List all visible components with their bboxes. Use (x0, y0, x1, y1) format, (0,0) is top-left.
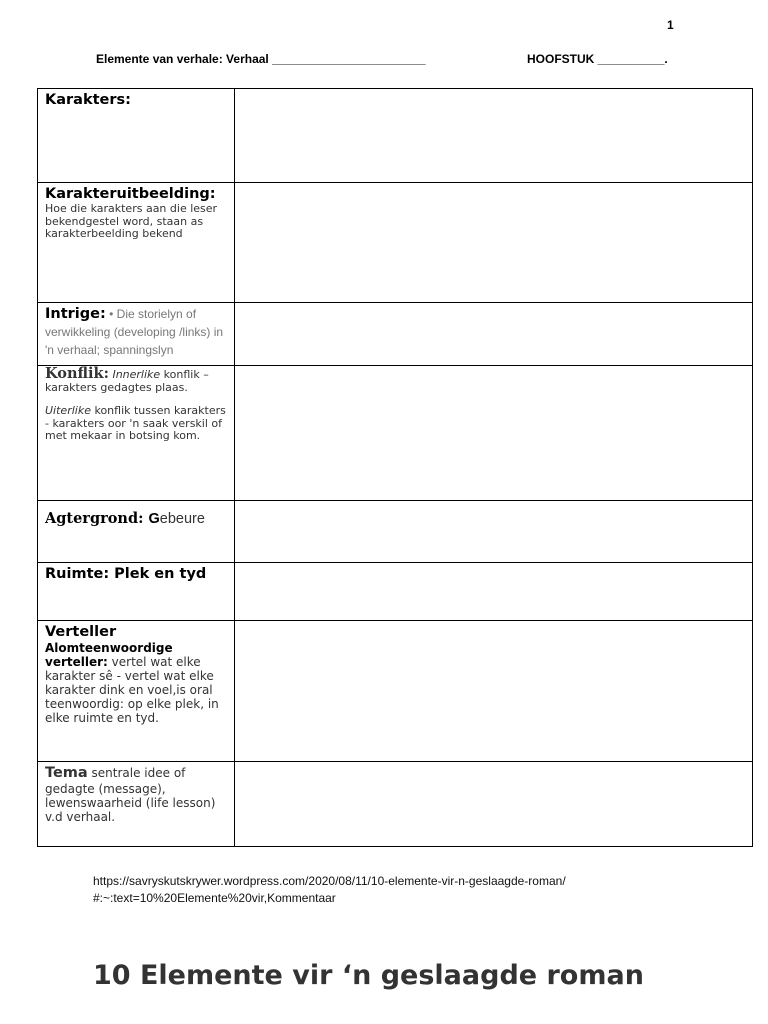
verteller-description (45, 641, 227, 725)
intrige-content (45, 305, 227, 364)
story-elements-table (37, 88, 753, 847)
tema-title: Tema (45, 765, 88, 781)
innerlike-text: Innerlike (112, 368, 161, 381)
answer-cell-karakteruitbeelding[interactable] (235, 183, 753, 303)
page-number: 1 (667, 18, 674, 32)
agtergrond-first-letter: G (148, 511, 160, 527)
ruimte-title: Ruimte: Plek en tyd (45, 566, 207, 582)
story-field-label: Elemente van verhale: Verhaal _______________________ (96, 52, 426, 66)
label-cell-ruimte (38, 563, 235, 621)
answer-cell-tema[interactable] (235, 762, 753, 847)
agtergrond-content (45, 503, 227, 528)
answer-cell-karakters[interactable] (235, 89, 753, 183)
agtergrond-title: Agtergrond: (45, 510, 149, 527)
agtergrond-rest: ebeure (159, 511, 205, 527)
label-cell-intrige (38, 303, 235, 366)
table-row-ruimte (38, 563, 753, 621)
innerlike-rest: konflik – karakters gedagtes plaas. (45, 368, 209, 394)
intrige-description: • Die storielyn of verwikkeling (developing /links) in 'n verhaal; spanningslyn (45, 307, 224, 357)
label-cell-agtergrond (38, 501, 235, 563)
verteller-title: Verteller (45, 624, 117, 640)
table-row-karakteruitbeelding (38, 183, 753, 303)
label-cell-tema (38, 762, 235, 847)
verteller-rest: vertel wat elke karakter sê - vertel wat elke karakter dink en voel,is oral teenwoordig: op elke plek, in elke ruimte en tyd. (45, 655, 219, 725)
label-cell-karakters (38, 89, 235, 183)
answer-cell-agtergrond[interactable] (235, 501, 753, 563)
karakteruitbeelding-description: Hoe die karakters aan die leser bekendgestel word, staan as karakterbeelding bekend (45, 202, 218, 240)
label-cell-verteller (38, 621, 235, 762)
label-cell-konflik (38, 366, 235, 501)
konflik-outer-paragraph (45, 405, 227, 443)
answer-cell-konflik[interactable] (235, 366, 753, 501)
source-url[interactable] (93, 873, 566, 907)
uiterlike-text: Uiterlike (45, 404, 91, 417)
article-heading: 10 Elemente vir ‘n geslaagde roman (93, 960, 644, 991)
karakteruitbeelding-title: Karakteruitbeelding: (45, 186, 216, 202)
table-row-konflik (38, 366, 753, 501)
verteller-bold-part: Alomteenwoordige verteller: (45, 641, 173, 669)
konflik-title: Konflik: (45, 365, 109, 382)
table-row-intrige (38, 303, 753, 366)
uiterlike-rest: konflik tussen karakters - karakters oor 'n saak verskil of met mekaar in botsing kom. (45, 404, 226, 442)
answer-cell-intrige[interactable] (235, 303, 753, 366)
intrige-title: Intrige: (45, 306, 106, 322)
table-row-verteller (38, 621, 753, 762)
table-row-karakters (38, 89, 753, 183)
tema-description: sentrale idee of gedagte (message), lewenswaarheid (life lesson) v.d verhaal. (45, 766, 216, 824)
tema-content (45, 764, 227, 824)
label-cell-karakteruitbeelding (38, 183, 235, 303)
konflik-inner-paragraph (45, 365, 227, 394)
source-url-line-1[interactable]: https://savryskutskrywer.wordpress.com/2020/08/11/10-elemente-vir-n-geslaagde-roman/ (93, 874, 566, 888)
table-row-tema (38, 762, 753, 847)
table-row-agtergrond (38, 501, 753, 563)
source-url-line-2[interactable]: #:~:text=10%20Elemente%20vir,Kommentaar (93, 891, 336, 905)
karakters-title: Karakters: (45, 92, 131, 108)
answer-cell-ruimte[interactable] (235, 563, 753, 621)
answer-cell-verteller[interactable] (235, 621, 753, 762)
chapter-field-label: HOOFSTUK __________. (527, 52, 668, 66)
